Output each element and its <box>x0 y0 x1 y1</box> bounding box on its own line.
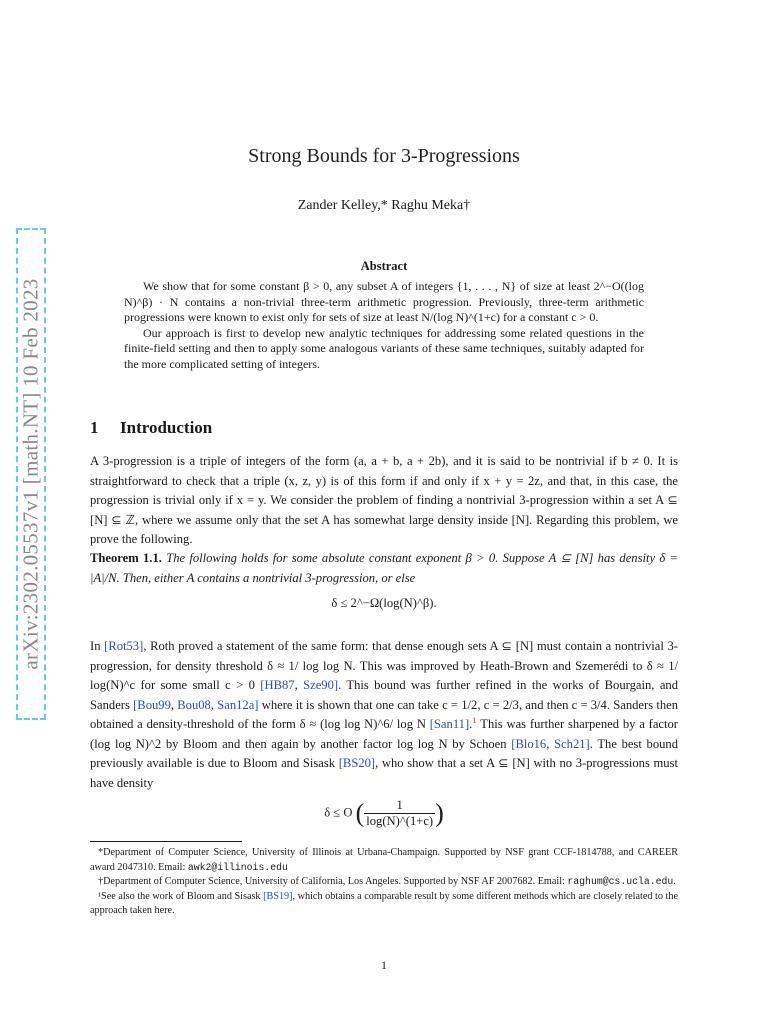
history-text-d: where it is shown that one can take c = 1/2, c = 2/3, and then c = 3/4. Sanders then obtained a density-threshold of the form δ ≈ (log log N)^6/ log N <box>90 697 679 731</box>
footnote-author-1 <box>90 846 678 875</box>
section-number: 1 <box>90 418 99 437</box>
theorem-paragraph <box>90 549 678 588</box>
footnote-author-2: †Department of Computer Science, University of California, Los Angeles. Supported by NSF AF 2007682. Email: raghum@cs.ucla.edu. <box>98 876 676 887</box>
history-paragraph-text: In [Rot53], Roth proved a statement of the same form: that dense enough sets A ⊆ [N] must contain a nontrivial 3-progression, for density threshold δ ≈ 1/ log log N. This was improved by Heath-Brown and Szemerédi to δ ≈ 1/ log(N)^c for some small c > 0 [HB87, Sze90]. This bound was further refined in the works of Bourgain, and Sanders [Bou99, Bou08, San12a] where it is shown that one can take c = 1/2, c = 2/3, and then c = 3/4. Sanders then obtained a density-threshold of the form δ ≈ (log log N)^6/ log N [San11].$^1$ This was further sharpened by a factor (log log N)^2 by Bloom and then again by another factor log log N by Schoen [Blo16, Sch21]. The best bound previously available is due to Bloom and Sisask [BS20], who show that a set A ⊆ [N] with no 3-progressions must have density <box>90 639 679 790</box>
footnote-3-text-b: , which obtains a comparable result by some different methods which are closely related to the approach taken here. <box>90 890 678 916</box>
citation-link-sze90[interactable]: Sze90] <box>303 678 339 692</box>
email-link-kelley[interactable]: awk2@illinois.edu <box>187 861 288 873</box>
history-text-e: This was further sharpened by a factor (log log N)^2 by Bloom and then again by another factor log log N by Schoen <box>90 717 678 751</box>
footnote-1 <box>90 890 678 919</box>
equation-numerator: 1 <box>364 798 435 814</box>
arxiv-sidebar-stamp <box>16 228 46 720</box>
history-text-c: . This bound was further refined in the works of Bourgain, and Sanders <box>90 678 679 712</box>
abstract-paragraph-1: We show that for some constant β > 0, any subset A of integers {1, . . . , N} of size at least 2^−O((log N)^β) · N contains a non-trivial three-term arithmetic progression. Previously, three-term arithmetic progressions were known to exist only for sets of size at least N/(log N)^(1+c) for a constant c > 0. <box>124 279 644 324</box>
equation-right-paren: ) <box>435 798 444 828</box>
section-title: Introduction <box>120 418 213 437</box>
citation-link-sch21[interactable]: Sch21] <box>554 736 590 751</box>
citation-link-bs19[interactable]: [BS19] <box>263 890 293 902</box>
footnote-1-text: *Department of Computer Science, University of Illinois at Urbana-Champaign. Supported by NSF grant CCF-1814788, and CAREER award 2047310. Email: <box>90 847 678 873</box>
equation-lhs: δ ≤ O <box>324 805 353 820</box>
section-heading-introduction <box>90 418 212 438</box>
abstract-heading: Abstract <box>360 259 408 273</box>
theorem-label: Theorem 1.1. <box>90 551 162 565</box>
footnote-3-text-a: ¹See also the work of Bloom and Sisask <box>98 890 264 902</box>
abstract-body <box>124 279 644 372</box>
theorem-statement: The following holds for some absolute constant exponent β > 0. Suppose A ⊆ [N] has density δ = |A|/N. Then, either A contains a nontrivial 3-progression, or else <box>90 551 678 585</box>
history-text-a: In <box>90 639 105 653</box>
history-paragraph <box>90 637 678 793</box>
intro-paragraph-text: A 3-progression is a triple of integers of the form (a, a + b, a + 2b), and it is said to be nontrivial if b ≠ 0. It is straightforward to check that a triple (x, z, y) is of this form if and only if x + y = 2z, and that, in this case, the progression is trivial only if x = y. We consider the problem of finding a nontrivial 3-progression within a set A ⊆ [N] ⊆ ℤ, where we assume only that the set A has somewhat large density inside [N]. Regarding this problem, we prove the following. <box>90 454 678 546</box>
footnote-2-text: †Department of Computer Science, University of California, Los Angeles. Supported by NSF AF 2007682. Email: <box>98 876 568 887</box>
history-text-f: . The best bound previously available is due to Bloom and Sisask <box>90 736 679 770</box>
equation-fraction <box>364 798 435 829</box>
paper-authors: Zander Kelley,* Raghu Meka† <box>297 198 471 213</box>
paper-title: Strong Bounds for 3-Progressions <box>248 145 520 167</box>
citation-link-bou08[interactable]: Bou08 <box>177 697 211 712</box>
footnote-marker-1[interactable]: 1 <box>472 714 477 725</box>
email-link-meka[interactable]: raghum@cs.ucla.edu <box>567 876 674 887</box>
abstract-paragraph-2: Our approach is first to develop new analytic techniques for addressing some related questions in the finite-field setting and then to apply some analogous variants of these same techniques, suitably adapted for the more complicated setting of integers. <box>124 325 644 371</box>
footnotes <box>90 846 678 919</box>
page-number: 1 <box>381 958 387 972</box>
equation-left-paren: ( <box>355 798 365 828</box>
citation-link-san12a[interactable]: San12a] <box>217 697 259 712</box>
citation-link-bou99[interactable]: [Bou99 <box>133 697 171 712</box>
history-text-b: , Roth proved a statement of the same form: that dense enough sets A ⊆ [N] must contain a nontrivial 3-progression, for density threshold δ ≈ 1/ log log N. This was improved by Heath-Brown and Szemerédi to δ ≈ 1/ log(N)^c for some small c > 0 <box>90 639 678 692</box>
citation-link-bs20[interactable]: [BS20] <box>338 756 376 770</box>
equation-denominator: log(N)^(1+c) <box>366 814 434 828</box>
footnote-divider <box>90 841 242 842</box>
intro-paragraph <box>90 452 678 550</box>
theorem-1-1 <box>90 549 678 588</box>
theorem-equation: δ ≤ 2^−Ω(log(N)^β). <box>331 596 437 610</box>
citation-link-rot53[interactable]: [Rot53] <box>104 639 144 653</box>
citation-link-hb87[interactable]: [HB87 <box>260 678 295 692</box>
citation-link-san11[interactable]: [San11] <box>429 717 470 731</box>
citation-link-blo16[interactable]: [Blo16 <box>511 736 547 751</box>
history-text-g: , who show that a set A ⊆ [N] with no 3-progressions must have density <box>90 756 678 790</box>
arxiv-identifier: arXiv:2302.05537v1 [math.NT] 10 Feb 2023 <box>18 278 43 670</box>
bloom-sisask-equation <box>0 798 768 829</box>
